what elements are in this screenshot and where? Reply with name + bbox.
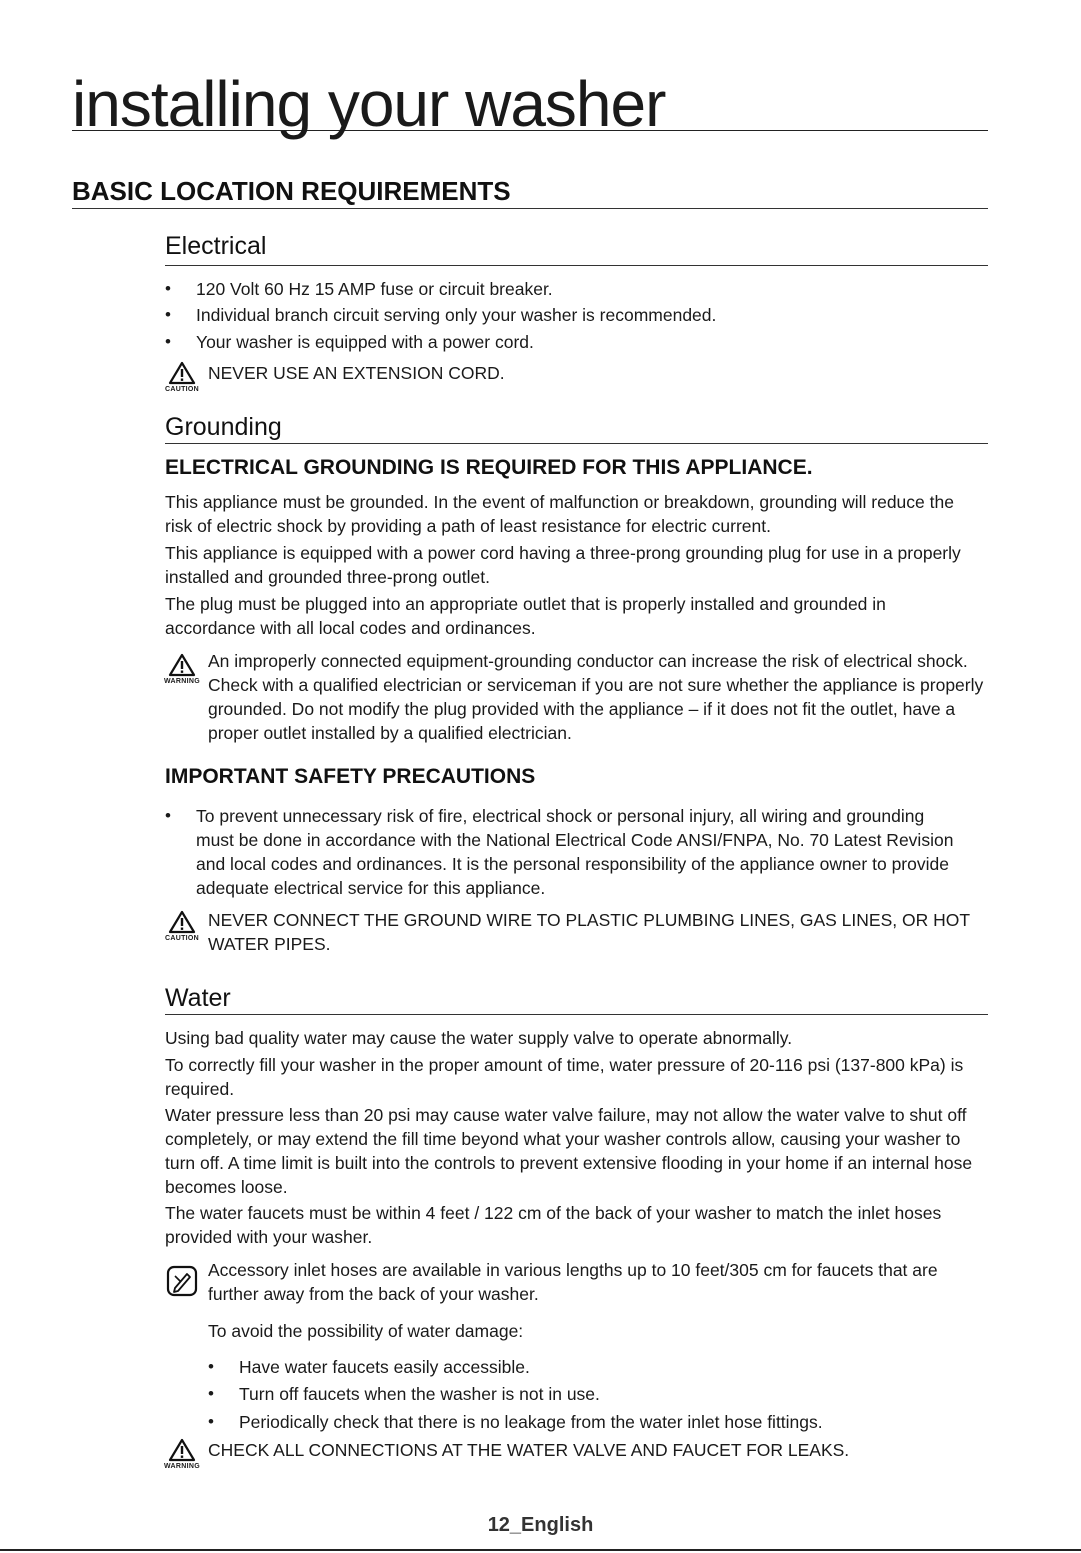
warning-label: WARNING: [164, 678, 200, 685]
note-icon: [158, 1264, 206, 1298]
bullet-icon: •: [165, 279, 171, 298]
warning-icon: [158, 653, 206, 686]
caution-text: NEVER CONNECT THE GROUND WIRE TO PLASTIC PLUMBING LINES, GAS LINES, OR HOT WATER PIPES.: [208, 910, 970, 954]
bullet-icon: •: [208, 1384, 214, 1403]
water-paragraph: Water pressure less than 20 psi may cause water valve failure, may not allow the water valve to shut off completely, or may extend the fill time beyond what your washer controls allow, causing your washer to turn off. A time limit is built into the controls to prevent extensive flooding in your home if an internal hose becomes loose.: [165, 1105, 973, 1197]
avoid-intro: To avoid the possibility of water damage:: [208, 1321, 524, 1341]
caution-icon: [158, 910, 206, 943]
water-paragraph: To correctly fill your washer in the proper amount of time, water pressure of 20-116 psi (137-800 kPa) is required.: [165, 1055, 964, 1099]
electrical-heading: [165, 232, 988, 266]
caution-label: CAUTION: [165, 935, 199, 942]
bullet-text: Periodically check that there is no leakage from the water inlet hose fittings.: [239, 1412, 823, 1432]
section-heading-text: BASIC LOCATION REQUIREMENTS: [72, 176, 511, 206]
water-heading: [165, 984, 988, 1015]
grounding-paragraph: The plug must be plugged into an appropriate outlet that is properly installed and grounded in accordance with all local codes and ordinances.: [165, 594, 886, 638]
page-title: installing your washer: [72, 68, 666, 140]
grounding-heading: [165, 413, 988, 444]
caution-notice: [158, 361, 988, 401]
warning-text: CHECK ALL CONNECTIONS AT THE WATER VALVE AND FAUCET FOR LEAKS.: [208, 1440, 850, 1460]
page-number: 12_English: [487, 1514, 594, 1536]
safety-heading: IMPORTANT SAFETY PRECAUTIONS: [165, 765, 536, 788]
bullet-icon: •: [165, 806, 171, 825]
bullet-text: Your washer is equipped with a power cord.: [196, 332, 534, 352]
note-text: Accessory inlet hoses are available in various lengths up to 10 feet/305 cm for faucets that are further away from the back of your washer.: [208, 1260, 938, 1304]
water-paragraph: The water faucets must be within 4 feet / 122 cm of the back of your washer to match the inlet hoses provided with your washer.: [165, 1203, 942, 1247]
warning-notice: [158, 1438, 988, 1478]
bottom-rule: [0, 1549, 1081, 1551]
caution-notice: [158, 908, 988, 958]
bullet-text: Have water faucets easily accessible.: [239, 1357, 530, 1377]
bullet-text: Turn off faucets when the washer is not in use.: [239, 1384, 600, 1404]
bullet-text: Individual branch circuit serving only your washer is recommended.: [196, 305, 717, 325]
grounding-heading-text: Grounding: [165, 413, 282, 441]
warning-icon: [158, 1438, 206, 1471]
water-heading-text: Water: [165, 984, 231, 1012]
caution-text: NEVER USE AN EXTENSION CORD.: [208, 363, 505, 383]
bullet-icon: •: [165, 332, 171, 351]
caution-label: CAUTION: [165, 386, 199, 393]
grounding-paragraph: This appliance must be grounded. In the event of malfunction or breakdown, grounding will reduce the risk of electric shock by providing a path of least resistance for electric current.: [165, 492, 954, 536]
bullet-icon: •: [208, 1357, 214, 1376]
bullet-text: To prevent unnecessary risk of fire, electrical shock or personal injury, all wiring and grounding must be done in accordance with the National Electrical Code ANSI/FNPA, No. 70 Latest Revision and local codes and ordinances. It is the personal responsibility of the appliance owner to provide adequate electrical service for this appliance.: [196, 806, 954, 898]
title-row: [72, 62, 988, 140]
section-heading: [72, 174, 988, 209]
caution-icon: [158, 361, 206, 394]
water-paragraph: Using bad quality water may cause the water supply valve to operate abnormally.: [165, 1028, 793, 1048]
grounding-subheading: ELECTRICAL GROUNDING IS REQUIRED FOR THIS APPLIANCE.: [165, 456, 813, 479]
warning-label: WARNING: [164, 1463, 200, 1470]
warning-text: An improperly connected equipment-grounding conductor can increase the risk of electrical shock. Check with a qualified electrician or serviceman if you are not sure whether the appliance is properly grounded. Do not modify the plug provided with the appliance – if it does not fit the outlet, have a proper outlet installed by a qualified electrician.: [208, 651, 984, 743]
electrical-heading-text: Electrical: [165, 232, 267, 260]
grounding-paragraph: This appliance is equipped with a power cord having a three-prong grounding plug for use in a properly installed and grounded three-prong outlet.: [165, 543, 961, 587]
note-notice: [158, 1258, 988, 1310]
warning-notice: [158, 649, 988, 749]
bullet-text: 120 Volt 60 Hz 15 AMP fuse or circuit breaker.: [196, 279, 553, 299]
bullet-icon: •: [165, 305, 171, 324]
bullet-icon: •: [208, 1412, 214, 1431]
